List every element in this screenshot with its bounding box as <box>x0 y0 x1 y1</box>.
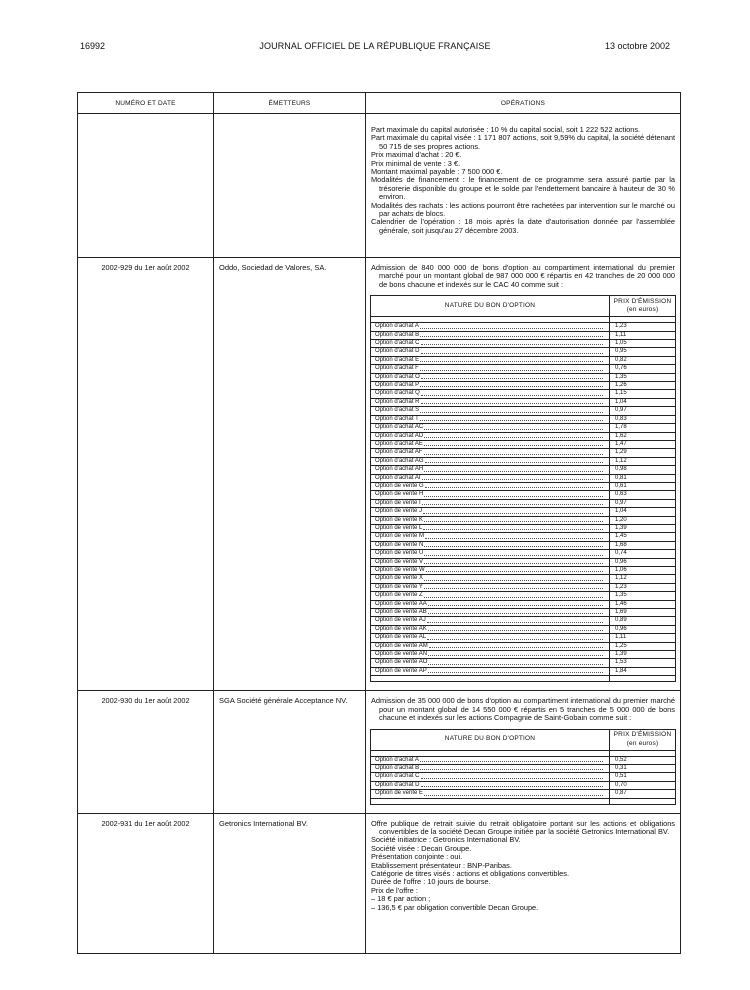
operation-text-block <box>371 820 675 912</box>
page-number: 16992 <box>80 41 106 51</box>
option-price: 1,35 <box>610 592 676 600</box>
option-row <box>371 659 676 667</box>
leader-dots <box>428 668 603 673</box>
option-price: 1,23 <box>610 583 676 591</box>
leader-dots <box>424 542 603 547</box>
option-name: Option de vente AJ <box>375 617 426 624</box>
leader-dots <box>424 575 603 580</box>
option-price: 0,87 <box>610 790 676 798</box>
option-name: Option de vente K <box>375 516 424 523</box>
table-row <box>78 114 681 258</box>
option-price: 0,52 <box>610 756 676 764</box>
option-row <box>371 432 676 440</box>
option-row <box>371 600 676 608</box>
option-row <box>371 642 676 650</box>
option-price: 1,35 <box>610 373 676 381</box>
option-name: Option de vente L <box>375 524 423 531</box>
option-name: Option de vente U <box>375 550 424 557</box>
option-price: 0,81 <box>610 474 676 482</box>
option-price: 1,06 <box>610 567 676 575</box>
column-header-number: NUMÉRO ET DATE <box>78 93 214 114</box>
operation-line: Société visée : Decan Groupe. <box>371 843 472 853</box>
option-price: 1,04 <box>610 398 676 406</box>
operation-line: Modalités des rachats : les actions pourront être rachetées par intervention sur le marché ou par achats de blocs. <box>371 200 675 219</box>
option-row <box>371 516 676 524</box>
operation-line: Prix minimal de vente : 3 €. <box>371 158 461 168</box>
option-name: Option de vente AN <box>375 651 428 658</box>
option-row <box>371 482 676 490</box>
row-number: 2002-929 du 1er août 2002 <box>78 258 214 691</box>
option-row <box>371 533 676 541</box>
leader-dots <box>424 517 603 522</box>
option-row <box>371 790 676 798</box>
option-price: 1,68 <box>610 541 676 549</box>
option-price: 0,98 <box>610 466 676 474</box>
leader-dots <box>424 441 603 446</box>
option-name: Option de vente AL <box>375 634 427 641</box>
leader-dots <box>429 643 603 648</box>
leader-dots <box>421 340 603 345</box>
operation-line: Calendrier de l'opération : 18 mois après la date d'autorisation donnée par l'assemblée générale, soit jusqu'au 27 décembre 2003. <box>371 217 675 235</box>
leader-dots <box>423 508 603 513</box>
option-price: 0,61 <box>610 482 676 490</box>
option-name: Option d'achat A <box>375 323 419 330</box>
table-header-row <box>78 93 681 114</box>
leader-dots <box>425 458 603 463</box>
row-number <box>78 114 214 258</box>
option-row <box>371 407 676 415</box>
option-name: Option de vente AO <box>375 659 428 666</box>
option-name: Option d'achat E <box>375 356 420 363</box>
operation-line: Offre publique de retrait suivie du retrait obligatoire portant sur les actions et obligations convertibles de la société Decan Groupe initiée par la société Getronics International BV. <box>371 818 675 836</box>
option-price: 0,96 <box>610 625 676 633</box>
leader-dots <box>420 407 603 412</box>
option-name: Option de vente AP <box>375 667 427 674</box>
operation-line: – 18 € par action ; <box>371 894 431 904</box>
leader-dots <box>421 374 603 379</box>
row-number: 2002-930 du 1er août 2002 <box>78 691 214 813</box>
operation-line: – 136,5 € par obligation convertible Decan Groupe. <box>371 902 539 912</box>
option-name: Option de vente X <box>375 575 424 582</box>
option-name: Option de vente Z <box>375 592 423 599</box>
option-row <box>371 398 676 406</box>
option-row <box>371 609 676 617</box>
option-row <box>371 634 676 642</box>
option-price: 0,97 <box>610 407 676 415</box>
option-row <box>371 567 676 575</box>
operation-line: Etablissement présentateur : BNP-Paribas. <box>371 860 512 870</box>
option-price: 1,53 <box>610 659 676 667</box>
leader-dots <box>420 357 603 362</box>
option-name: Option d'achat C <box>375 773 420 780</box>
option-row <box>371 667 676 675</box>
option-price: 1,05 <box>610 340 676 348</box>
leader-dots <box>428 626 603 631</box>
operation-line: Montant maximal payable : 7 500 000 €. <box>371 167 503 177</box>
option-name: Option d'achat B <box>375 331 420 338</box>
option-name: Option de vente V <box>375 558 424 565</box>
option-name: Option d'achat R <box>375 398 420 405</box>
row-emitter <box>214 114 366 258</box>
operation-line: Modalités de financement : le financement de ce programme sera assuré partie par la trésorerie disponible du groupe et le solde par l'endettement bancaire à hauteur de 30 % environ. <box>371 175 675 202</box>
option-price: 1,04 <box>610 508 676 516</box>
option-name: Option de vente AA <box>375 600 427 607</box>
option-name: Option de vente H <box>375 491 424 498</box>
option-row <box>371 356 676 364</box>
option-price: 1,84 <box>610 667 676 675</box>
option-price: 1,20 <box>610 516 676 524</box>
leader-dots <box>426 567 603 572</box>
option-row <box>371 781 676 789</box>
option-price: 1,45 <box>610 533 676 541</box>
option-price: 1,23 <box>610 323 676 331</box>
operation-line: Prix de l'offre : <box>371 885 418 895</box>
option-name: Option de vente W <box>375 567 425 573</box>
option-name: Option de vente Y <box>375 583 423 590</box>
option-price: 1,29 <box>610 449 676 457</box>
option-name: Option d'achat AE <box>375 440 423 447</box>
operation-line: Société initiatrice : Getronics International BV. <box>371 835 521 845</box>
leader-dots <box>421 399 603 404</box>
option-price: 1,69 <box>610 609 676 617</box>
operation-intro: Admission de 35 000 000 de bons d'option au compartiment international du premier marché pour un montant global de 14 550 000 € répartis en 5 tranches de 5 000 000 de bons chacune et indexés sur les actions Compagnie de Saint-Gobain comme suit : <box>371 696 675 723</box>
option-price: 1,78 <box>610 424 676 432</box>
option-row <box>371 491 676 499</box>
option-price-header: PRIX D'ÉMISSION (en euros) <box>610 729 676 750</box>
leader-dots <box>420 416 603 421</box>
table-row <box>78 258 681 691</box>
leader-dots <box>428 601 603 606</box>
option-name: Option d'achat AF <box>375 449 423 456</box>
leader-dots <box>420 365 603 370</box>
option-name: Option d'achat T <box>375 415 419 422</box>
journal-title: JOURNAL OFFICIEL DE LA RÉPUBLIQUE FRANÇAISE <box>259 41 491 51</box>
option-price: 1,26 <box>610 382 676 390</box>
option-row <box>371 575 676 583</box>
option-name: Option d'achat AG <box>375 457 424 464</box>
option-name: Option de vente M <box>375 533 425 540</box>
option-row <box>371 541 676 549</box>
option-row <box>371 466 676 474</box>
option-price: 1,12 <box>610 457 676 465</box>
option-row <box>371 773 676 781</box>
leader-dots <box>421 782 603 787</box>
option-price: 0,96 <box>610 558 676 566</box>
leader-dots <box>421 348 603 353</box>
leader-dots <box>420 765 603 770</box>
row-operations <box>366 813 681 953</box>
option-name: Option d'achat B <box>375 764 420 771</box>
operation-line: Catégorie de titres visés : actions et obligations convertibles. <box>371 868 570 878</box>
option-price: 1,11 <box>610 331 676 339</box>
operation-text-block <box>371 126 675 235</box>
option-row <box>371 390 676 398</box>
row-emitter: Getronics International BV. <box>214 813 366 953</box>
option-name: Option d'achat AC <box>375 424 424 431</box>
leader-dots <box>421 773 603 778</box>
option-name: Option d'achat S <box>375 407 420 414</box>
option-name: Option d'achat AH <box>375 466 424 473</box>
operations-table <box>77 92 681 954</box>
option-name: Option de vente AK <box>375 625 427 632</box>
operation-line: Part maximale du capital autorisée : 10 % du capital social, soit 1 222 522 actions. <box>371 125 641 134</box>
option-name: Option de vente I <box>375 499 421 506</box>
option-row <box>371 340 676 348</box>
option-price-table <box>370 295 676 682</box>
option-price: 1,12 <box>610 575 676 583</box>
option-name: Option d'achat D <box>375 348 420 355</box>
option-row <box>371 323 676 331</box>
leader-dots <box>424 559 603 564</box>
leader-dots <box>424 584 603 589</box>
table-row <box>78 691 681 813</box>
leader-dots <box>424 550 603 555</box>
option-name: Option de vente E <box>375 790 424 797</box>
option-name: Option d'achat P <box>375 382 420 389</box>
option-price: 0,82 <box>610 356 676 364</box>
row-operations <box>366 691 681 813</box>
option-row <box>371 415 676 423</box>
row-number: 2002-931 du 1er août 2002 <box>78 813 214 953</box>
operation-line: Part maximale du capital visée : 1 171 807 actions, soit 9,59% du capital, la société détenant 50 715 de ses propres actions. <box>371 133 675 151</box>
option-name: Option de vente N <box>375 541 424 548</box>
leader-dots <box>420 757 603 762</box>
option-row <box>371 499 676 507</box>
publication-date: 13 octobre 2002 <box>604 41 670 51</box>
option-name: Option d'achat F <box>375 365 419 372</box>
operation-line: Durée de l'offre : 10 jours de bourse. <box>371 877 491 887</box>
option-row <box>371 382 676 390</box>
option-price: 1,25 <box>610 642 676 650</box>
option-name: Option d'achat Q <box>375 390 420 397</box>
option-price: 0,89 <box>610 617 676 625</box>
option-price: 0,51 <box>610 773 676 781</box>
leader-dots <box>424 790 603 795</box>
option-row <box>371 651 676 659</box>
option-name: Option d'achat C <box>375 340 420 347</box>
option-name: Option d'achat O <box>375 373 420 380</box>
option-name: Option de vente AM <box>375 642 428 649</box>
option-name: Option d'achat AI <box>375 474 421 481</box>
leader-dots <box>427 634 603 639</box>
option-price: 0,95 <box>610 348 676 356</box>
option-name: Option d'achat A <box>375 756 419 763</box>
option-name-header: NATURE DU BON D'OPTION <box>371 729 610 750</box>
option-price: 1,47 <box>610 440 676 448</box>
option-row <box>371 373 676 381</box>
option-name-header: NATURE DU BON D'OPTION <box>371 296 610 317</box>
option-name: Option de vente J <box>375 508 423 515</box>
row-operations <box>366 258 681 691</box>
option-row <box>371 625 676 633</box>
leader-dots <box>424 592 603 597</box>
row-emitter: SGA Société générale Acceptance NV. <box>214 691 366 813</box>
option-price: 1,11 <box>610 634 676 642</box>
option-row <box>371 617 676 625</box>
leader-dots <box>420 323 603 328</box>
leader-dots <box>424 449 603 454</box>
option-price: 1,39 <box>610 524 676 532</box>
option-row <box>371 449 676 457</box>
option-name: Option de vente AB <box>375 609 427 616</box>
option-price: 0,97 <box>610 499 676 507</box>
row-operations <box>366 114 681 258</box>
operation-line: Prix maximal d'achat : 20 €. <box>371 150 462 160</box>
option-price: 0,70 <box>610 781 676 789</box>
leader-dots <box>428 651 603 656</box>
option-row <box>371 474 676 482</box>
option-name: Option d'achat D <box>375 781 420 788</box>
option-price-header: PRIX D'ÉMISSION (en euros) <box>610 296 676 317</box>
option-row <box>371 457 676 465</box>
option-price: 1,39 <box>610 651 676 659</box>
leader-dots <box>428 609 603 614</box>
leader-dots <box>424 491 603 496</box>
operation-intro: Admission de 840 000 000 de bons d'option au compartiment international du premier marché pour un montant global de 987 000 000 € répartis en 42 tranches de 20 000 000 de bons chacune et indexés sur le CAC 40 comme suit : <box>371 263 675 289</box>
leader-dots <box>424 424 603 429</box>
leader-dots <box>425 483 603 488</box>
option-row <box>371 592 676 600</box>
option-row <box>371 348 676 356</box>
option-price: 1,62 <box>610 432 676 440</box>
option-row <box>371 550 676 558</box>
leader-dots <box>422 500 603 505</box>
option-price: 0,76 <box>610 365 676 373</box>
option-price: 0,63 <box>610 491 676 499</box>
column-header-emitters: ÉMETTEURS <box>214 93 366 114</box>
option-row <box>371 524 676 532</box>
option-price: 1,15 <box>610 390 676 398</box>
option-price: 0,74 <box>610 550 676 558</box>
leader-dots <box>423 525 603 530</box>
leader-dots <box>420 382 603 387</box>
column-header-operations: OPÉRATIONS <box>366 93 681 114</box>
option-row <box>371 424 676 432</box>
option-row <box>371 756 676 764</box>
option-name: Option de vente G <box>375 482 424 489</box>
option-name: Option d'achat AD <box>375 432 424 439</box>
operation-line: Présentation conjointe : oui. <box>371 852 463 862</box>
option-price: 0,31 <box>610 764 676 772</box>
option-row <box>371 583 676 591</box>
option-row <box>371 558 676 566</box>
leader-dots <box>424 433 603 438</box>
table-row <box>78 813 681 953</box>
leader-dots <box>427 617 603 622</box>
leader-dots <box>422 475 603 480</box>
option-price: 0,83 <box>610 415 676 423</box>
option-row <box>371 764 676 772</box>
row-emitter: Oddo, Sociedad de Valores, SA. <box>214 258 366 691</box>
option-row <box>371 331 676 339</box>
option-price: 1,46 <box>610 600 676 608</box>
leader-dots <box>428 659 603 664</box>
option-price-table <box>370 729 676 805</box>
leader-dots <box>424 466 603 471</box>
option-row <box>371 365 676 373</box>
option-row <box>371 508 676 516</box>
leader-dots <box>425 533 603 538</box>
leader-dots <box>420 332 603 337</box>
leader-dots <box>421 390 603 395</box>
option-row <box>371 440 676 448</box>
